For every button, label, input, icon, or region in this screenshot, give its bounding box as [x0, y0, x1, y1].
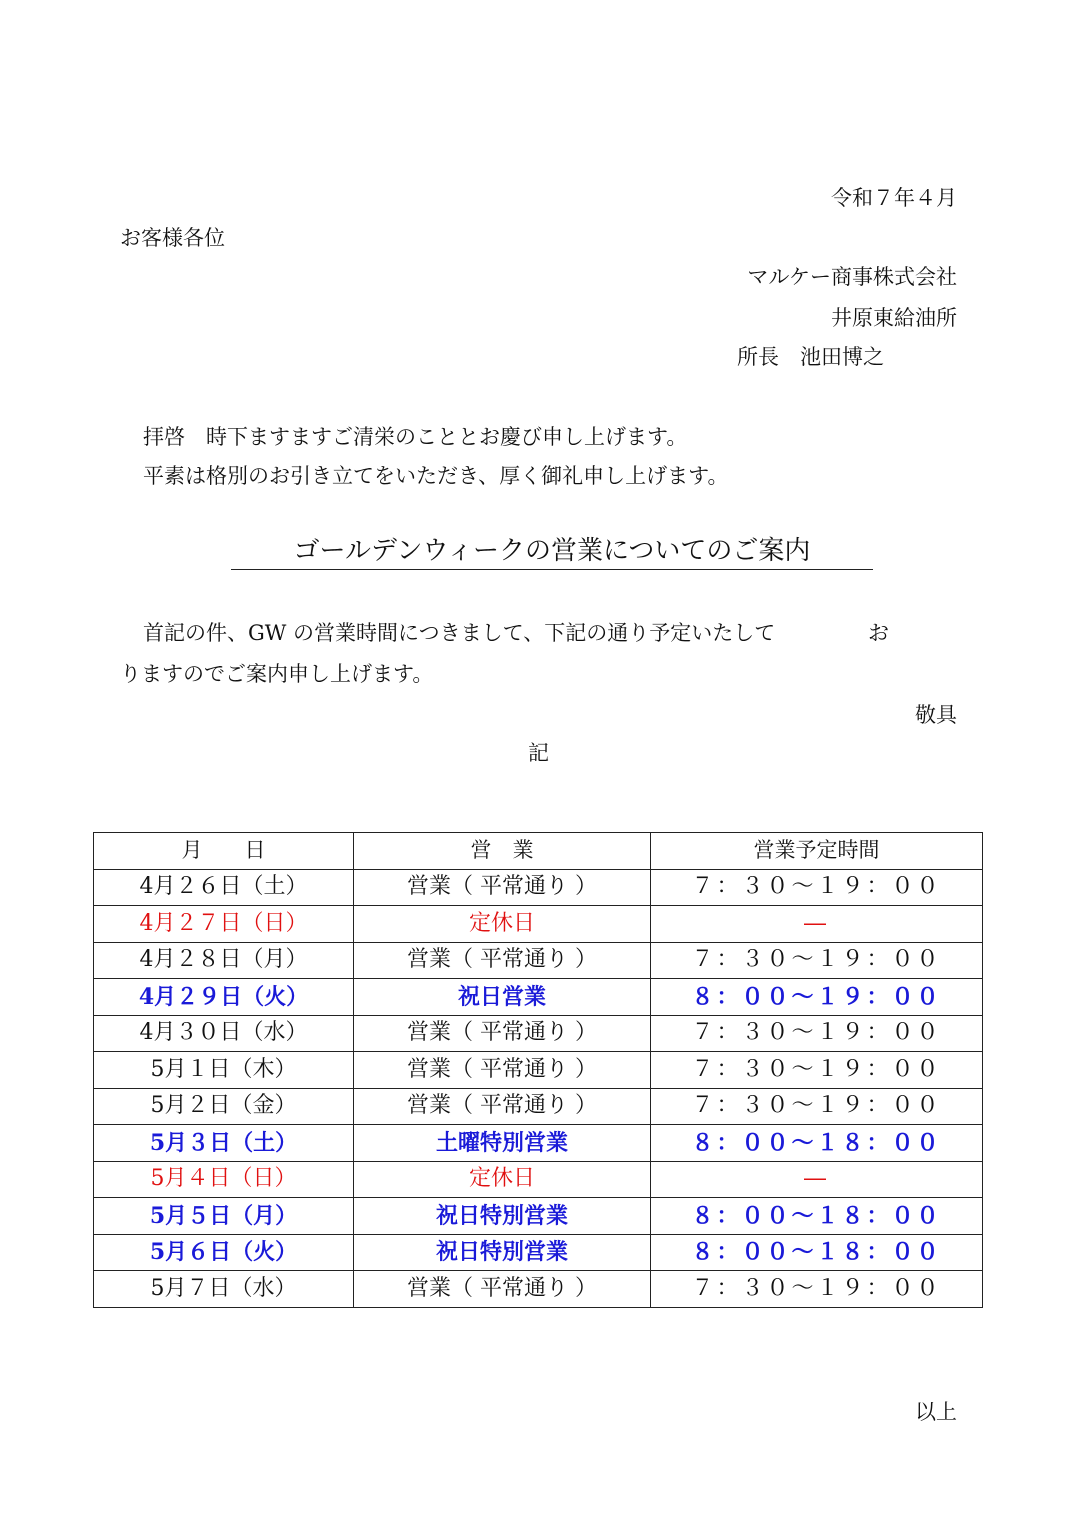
row-hours: ７：３０～１９：００ [651, 1015, 983, 1052]
row-date: 4月２７日（日） [94, 906, 354, 943]
ki-marker: 記 [528, 741, 549, 765]
row-date: 5月７日（水） [94, 1271, 354, 1308]
row-date: 5月２日（金） [94, 1088, 354, 1125]
row-hours: ― [651, 1161, 983, 1198]
row-status: 営業（ 平常通り ） [354, 1271, 651, 1308]
row-date: 4月２６日（土） [94, 869, 354, 906]
body-line-2: りますのでご案内申し上げます。 [120, 662, 434, 686]
row-status: 定休日 [354, 906, 651, 943]
row-date: 5月５日（月） [94, 1198, 354, 1235]
row-hours: ７：３０～１９：００ [651, 1088, 983, 1125]
row-status: 土曜特別営業 [354, 1125, 651, 1162]
row-status: 営業（ 平常通り ） [354, 942, 651, 979]
row-hours: ― [651, 906, 983, 943]
row-status: 祝日営業 [354, 979, 651, 1016]
row-date: 4月２９日（火） [94, 979, 354, 1016]
row-status: 祝日特別営業 [354, 1234, 651, 1271]
table-row [94, 1161, 983, 1198]
greeting-line-1: 拝啓 時下ますますご清栄のこととお慶び申し上げます。 [143, 425, 688, 449]
row-status: 営業（ 平常通り ） [354, 1052, 651, 1089]
table-row [94, 1271, 983, 1308]
company-name: マルケー商事株式会社 [747, 265, 957, 289]
table-row [94, 1052, 983, 1089]
row-hours: ７：３０～１９：００ [651, 1271, 983, 1308]
header-date: 月 日 [94, 833, 354, 870]
row-status: 祝日特別営業 [354, 1198, 651, 1235]
manager-name: 所長 池田博之 [737, 345, 884, 369]
row-date: 5月６日（火） [94, 1234, 354, 1271]
header-status: 営 業 [354, 833, 651, 870]
row-status: 定休日 [354, 1161, 651, 1198]
body-line-1-tail: お [868, 621, 889, 645]
station-name: 井原東給油所 [831, 306, 957, 330]
row-date: 5月１日（木） [94, 1052, 354, 1089]
schedule-table [93, 832, 983, 1308]
table-row [94, 869, 983, 906]
row-hours: ７：３０～１９：００ [651, 942, 983, 979]
table-row [94, 1015, 983, 1052]
row-date: 4月３０日（水） [94, 1015, 354, 1052]
document-date: 令和７年４月 [831, 186, 957, 210]
table-row [94, 979, 983, 1016]
notice-title: ゴールデンウィークの営業についてのご案内 [231, 538, 873, 570]
row-date: 5月３日（土） [94, 1125, 354, 1162]
row-hours: ８：００～１８：００ [651, 1234, 983, 1271]
table-row [94, 906, 983, 943]
table-row [94, 1234, 983, 1271]
header-hours: 営業予定時間 [651, 833, 983, 870]
row-date: 5月４日（日） [94, 1161, 354, 1198]
row-hours: ８：００～１８：００ [651, 1198, 983, 1235]
table-row [94, 1125, 983, 1162]
row-status: 営業（ 平常通り ） [354, 1088, 651, 1125]
row-hours: ８：００～１８：００ [651, 1125, 983, 1162]
closing-keigu: 敬具 [915, 703, 957, 727]
row-hours: ８：００～１９：００ [651, 979, 983, 1016]
row-hours: ７：３０～１９：００ [651, 1052, 983, 1089]
table-row [94, 942, 983, 979]
body-line-1: 首記の件、GW の営業時間につきまして、下記の通り予定いたして [143, 621, 776, 645]
table-row [94, 1088, 983, 1125]
row-status: 営業（ 平常通り ） [354, 869, 651, 906]
row-status: 営業（ 平常通り ） [354, 1015, 651, 1052]
table-row [94, 1198, 983, 1235]
greeting-line-2: 平素は格別のお引き立てをいただき、厚く御礼申し上げます。 [143, 464, 729, 488]
row-date: 4月２８日（月） [94, 942, 354, 979]
recipient-line: お客様各位 [120, 226, 225, 250]
row-hours: ７：３０～１９：００ [651, 869, 983, 906]
end-marker: 以上 [915, 1400, 957, 1424]
table-header-row [94, 833, 983, 870]
